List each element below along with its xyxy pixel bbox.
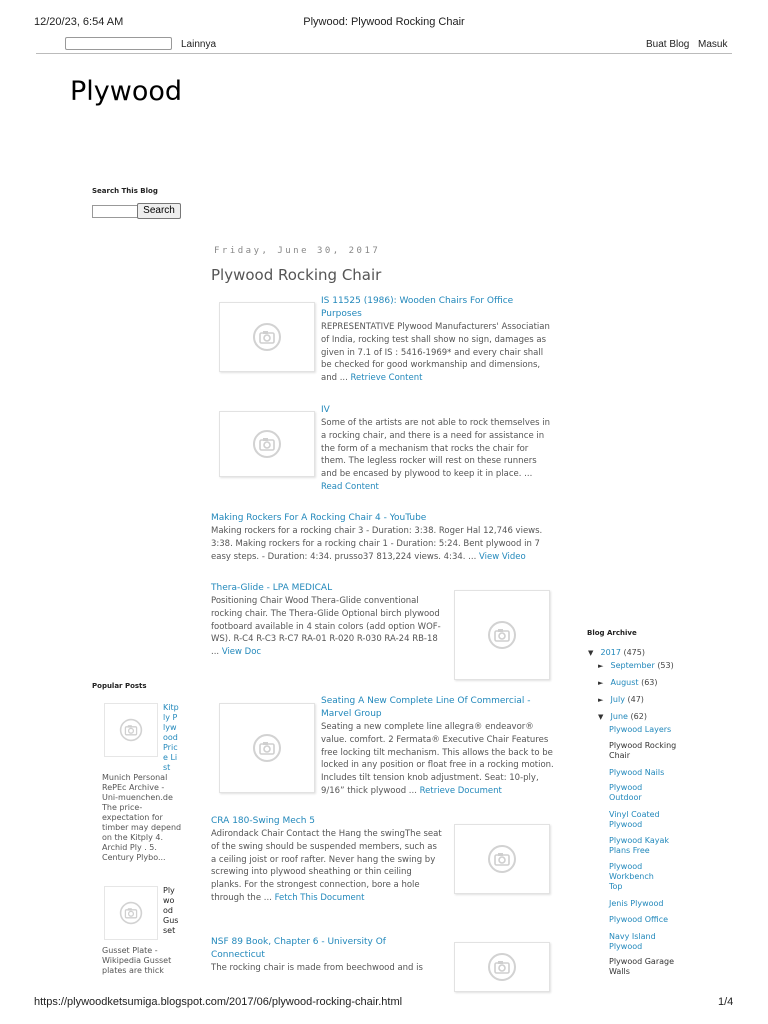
blog-archive-heading: Blog Archive	[587, 629, 637, 637]
item-more-link[interactable]: View Video	[478, 551, 526, 562]
create-blog-link[interactable]: Buat Blog	[646, 39, 690, 50]
popular-posts-heading: Popular Posts	[92, 682, 147, 690]
archive-month-june[interactable]: ▼ June (62)	[598, 712, 647, 721]
archive-post-link[interactable]: Plywood Office	[609, 915, 669, 924]
camera-icon	[119, 901, 143, 925]
print-datetime: 12/20/23, 6:54 AM	[34, 16, 124, 28]
popular-post-snippet: Gusset Plate - Wikipedia Gusset plates are thick	[102, 946, 172, 975]
item-more-link[interactable]: Retrieve Content	[350, 373, 423, 384]
popular-post-title[interactable]: Plywood Gusset	[163, 886, 179, 935]
print-page-number: 1/4	[718, 996, 734, 1008]
item-title-link[interactable]: IV	[321, 405, 330, 415]
collapsed-triangle-icon[interactable]: ►	[598, 662, 604, 670]
item-snippet: Adirondack Chair Contact the Hang the swingThe seat of the swing should be suspended members, such as a ceiling joist or roof rafter. Never hang the swing by screwing into plywood sheathing or thin ceiling planks. For the strongest connection, bore a hole through the ... Fetch This Document	[211, 829, 442, 903]
archive-month-august[interactable]: ► August (63)	[598, 678, 658, 687]
archive-post-link[interactable]: Navy Island Plywood	[609, 932, 656, 951]
item-more-link[interactable]: Retrieve Document	[419, 785, 502, 796]
item-snippet: REPRESENTATIVE Plywood Manufacturers' Associatian of India, rocking test shall show no sign, damages as given in 7.1 of IS : 5416-1969* and every chair shall be checked for good workmanship and dimensions, and ... Retrieve Content	[321, 322, 550, 384]
camera-icon	[252, 322, 282, 352]
item-thumbnail[interactable]	[454, 590, 550, 680]
post-date: Friday, June 30, 2017	[214, 246, 381, 256]
search-button[interactable]: Search	[137, 203, 181, 219]
item-title-link[interactable]: CRA 180-Swing Mech 5	[211, 816, 316, 826]
item-thumbnail[interactable]	[454, 942, 550, 992]
popular-post-thumbnail[interactable]	[104, 886, 158, 940]
camera-icon	[487, 844, 517, 874]
search-input[interactable]	[92, 205, 138, 218]
navbar-divider	[36, 53, 732, 54]
expanded-triangle-icon[interactable]: ▼	[588, 649, 594, 657]
archive-post-link[interactable]: Plywood Workbench Top	[609, 862, 654, 891]
archive-post-link[interactable]: Vinyl Coated Plywood	[609, 810, 660, 829]
item-thumbnail[interactable]	[219, 703, 315, 793]
print-url: https://plywoodketsumiga.blogspot.com/2017/06/plywood-rocking-chair.html	[34, 996, 403, 1008]
print-page-title: Plywood: Plywood Rocking Chair	[303, 16, 465, 28]
item-more-link[interactable]: Read Content	[321, 481, 379, 492]
item-title-link[interactable]: NSF 89 Book, Chapter 6 - University Of Connecticut	[211, 937, 386, 960]
search-widget-heading: Search This Blog	[92, 187, 158, 195]
camera-icon	[119, 718, 143, 742]
collapsed-triangle-icon[interactable]: ►	[598, 679, 604, 687]
camera-icon	[487, 952, 517, 982]
popular-post-title[interactable]: Kitply Plywood Price List	[163, 703, 179, 772]
collapsed-triangle-icon[interactable]: ►	[598, 696, 604, 704]
popular-post-snippet: Munich Personal RePEc Archive - Uni-muenchen.de The price-expectation for timber may depend on the Kitply 4. Archid Ply . 5. Century Plybo...	[102, 773, 182, 862]
item-more-link[interactable]: View Doc	[221, 647, 262, 658]
item-title-link[interactable]: Thera-Glide - LPA MEDICAL	[211, 583, 333, 593]
item-snippet: Positioning Chair Wood Thera-Glide conventional rocking chair. The Thera-Glide Optional birch plywood footboard available in 4 stain colors (add option WOF-WS). R-C4 R-C3 R-C7 RA-01 R-020 R-030 RA-24 RB-18 ... View Doc	[211, 596, 441, 658]
archive-post-link[interactable]: Plywood Outdoor	[609, 783, 643, 802]
archive-post-link[interactable]: Plywood Garage Walls	[609, 957, 675, 976]
archive-month-july[interactable]: ► July (47)	[598, 695, 644, 704]
item-snippet: The rocking chair is made from beechwood and is	[211, 963, 423, 973]
navbar-search-input[interactable]	[65, 37, 172, 50]
archive-post-current[interactable]: Plywood Rocking Chair	[609, 741, 677, 760]
navbar-more-link[interactable]: Lainnya	[181, 39, 217, 50]
camera-icon	[252, 429, 282, 459]
item-snippet: Seating a new complete line allegra® endeavor® value. comfort. 2 Fermata® Executive Chair Features free locking tilt mechanism. This allows the back to be locked in any position or float free in a rocking motion. Includes tilt tension knob adjustment. Seat: 10-ply, 9/16” thick plywood ... Retrieve Document	[321, 722, 554, 796]
camera-icon	[252, 733, 282, 763]
camera-icon	[487, 620, 517, 650]
expanded-triangle-icon[interactable]: ▼	[598, 713, 604, 721]
popular-post-thumbnail[interactable]	[104, 703, 158, 757]
archive-post-link[interactable]: Jenis Plywood	[609, 899, 664, 908]
archive-month-september[interactable]: ► September (53)	[598, 661, 674, 670]
item-more-link[interactable]: Fetch This Document	[274, 892, 365, 903]
post-title[interactable]: Plywood Rocking Chair	[211, 266, 382, 284]
archive-post-link[interactable]: Plywood Kayak Plans Free	[609, 836, 670, 855]
sign-in-link[interactable]: Masuk	[698, 39, 728, 50]
item-title-link[interactable]: IS 11525 (1986): Wooden Chairs For Office Purposes	[321, 296, 514, 319]
item-thumbnail[interactable]	[219, 302, 315, 372]
blog-title[interactable]: Plywood	[70, 76, 183, 107]
item-thumbnail[interactable]	[454, 824, 550, 894]
item-thumbnail[interactable]	[219, 411, 315, 477]
item-snippet: Some of the artists are not able to rock themselves in a rocking chair, and there is a need for assistance in the form of a mechanism that rocks the chair for them. The legless rocker will rest on these runners and be encased by plywood to keep it in place. ... Read Content	[321, 418, 551, 492]
item-title-link[interactable]: Seating A New Complete Line Of Commercial - Marvel Group	[321, 696, 531, 719]
archive-post-link[interactable]: Plywood Layers	[609, 725, 672, 734]
item-title-link[interactable]: Making Rockers For A Rocking Chair 4 - YouTube	[211, 513, 427, 523]
archive-year-2017[interactable]: ▼ 2017 (475)	[588, 648, 645, 657]
archive-post-link[interactable]: Plywood Nails	[609, 768, 665, 777]
item-snippet: Making rockers for a rocking chair 3 - Duration: 3:38. Roger Hal 12,746 views. 3:38. Making rockers for a rocking chair 1 - Duration: 5:24. Bent plywood in 7 easy steps. - Duration: 4:34. prusso37 813,224 views. 4:34. ... View Video	[211, 526, 543, 562]
